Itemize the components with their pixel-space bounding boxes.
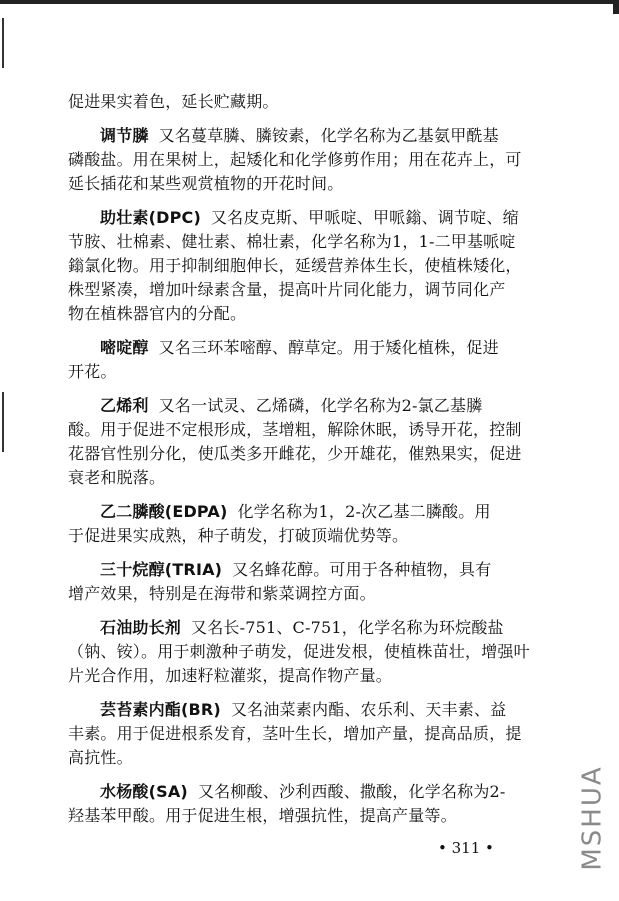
- entry-term: 助壮素(DPC): [100, 208, 201, 227]
- entry-first-line: [68, 780, 554, 804]
- text-line: （钠、铵）。用于刺激种子萌发，促进发根，使植株苗壮，增强叶: [68, 642, 530, 661]
- text-line: 物在植株器官内的分配。: [68, 304, 247, 323]
- text-line: 促进果实着色，延长贮藏期。: [68, 92, 279, 111]
- entry-term: 调节膦: [100, 126, 149, 145]
- entry-term: 乙烯利: [100, 396, 149, 415]
- entry-text: 又名一试灵、乙烯磷，化学名称为2-氯乙基膦: [158, 396, 483, 415]
- entry-text: 化学名称为1，2-次乙基二膦酸。用: [237, 502, 491, 521]
- text-line: 丰素。用于促进根系发育，茎叶生长，增加产量，提高品质，提: [68, 724, 522, 743]
- text-line: 节胺、壮棉素、健壮素、棉壮素，化学名称为1，1-二甲基哌啶: [68, 232, 516, 251]
- entry-first-line: [68, 558, 554, 582]
- text-line: 羟基苯甲酸。用于促进生根，增强抗性，提高产量等。: [68, 806, 457, 825]
- text-line: 株型紧凑，增加叶绿素含量，提高叶片同化能力，调节同化产: [68, 280, 506, 299]
- watermark: [578, 748, 608, 888]
- scan-edge-mark: [2, 18, 4, 68]
- entry-first-line: [68, 124, 554, 148]
- entry-text: 又名柳酸、沙利西酸、撒酸，化学名称为2-: [197, 782, 506, 801]
- text-line: 高抗性。: [68, 748, 133, 767]
- text-line: 衰老和脱落。: [68, 468, 166, 487]
- entry-text: 又名蔓草膦、膦铵素，化学名称为乙基氨甲酰基: [158, 126, 499, 145]
- entry-first-line: [68, 698, 554, 722]
- text-line: 增产效果，特别是在海带和紫菜调控方面。: [68, 584, 376, 603]
- entry-term: 乙二膦酸(EDPA): [100, 502, 228, 521]
- scan-top-border: [0, 0, 619, 4]
- text-line: 磷酸盐。用在果树上，起矮化和化学修剪作用；用在花卉上，可: [68, 150, 522, 169]
- text-line: 片光合作用，加速籽粒灌浆，提高作物产量。: [68, 666, 393, 685]
- body-text: [68, 90, 554, 828]
- entry-first-line: [68, 206, 554, 230]
- page-number: • 311 •: [438, 839, 494, 857]
- entry-term: 三十烷醇(TRIA): [100, 560, 223, 579]
- entry-first-line: [68, 336, 554, 360]
- entry-term: 石油助长剂: [100, 618, 182, 637]
- entry-text: 又名三环苯嘧醇、醇草定。用于矮化植株，促进: [158, 338, 499, 357]
- entry-text: 又名油菜素内酯、农乐利、天丰素、益: [230, 700, 507, 719]
- text-line: 延长插花和某些观赏植物的开花时间。: [68, 174, 344, 193]
- entry-first-line: [68, 616, 554, 640]
- entry-text: 又名皮克斯、甲哌啶、甲哌鎓、调节啶、缩: [210, 208, 519, 227]
- entry-text: 又名长-751、C-751，化学名称为环烷酸盐: [191, 618, 504, 637]
- entry-term: 嘧啶醇: [100, 338, 149, 357]
- scan-corner-mark: [613, 4, 619, 14]
- text-line: 花器官性别分化，使瓜类多开雌花，少开雄花，催熟果实，促进: [68, 444, 522, 463]
- entry-term: 水杨酸(SA): [100, 782, 188, 801]
- entry-term: 芸苔素内酯(BR): [100, 700, 221, 719]
- text-line: 鎓氯化物。用于抑制细胞伸长，延缓营养体生长，使植株矮化，: [68, 256, 522, 275]
- entry-text: 又名蜂花醇。可用于各种植物，具有: [232, 560, 492, 579]
- text-line: 酸。用于促进不定根形成，茎增粗，解除休眠，诱导开花，控制: [68, 420, 522, 439]
- entry-first-line: [68, 394, 554, 418]
- text-line: 于促进果实成熟，种子萌发，打破顶端优势等。: [68, 526, 409, 545]
- watermark-text: MSHUA: [578, 765, 608, 871]
- entry-first-line: [68, 500, 554, 524]
- scan-edge-mark: [2, 392, 4, 452]
- text-line: 开花。: [68, 362, 117, 381]
